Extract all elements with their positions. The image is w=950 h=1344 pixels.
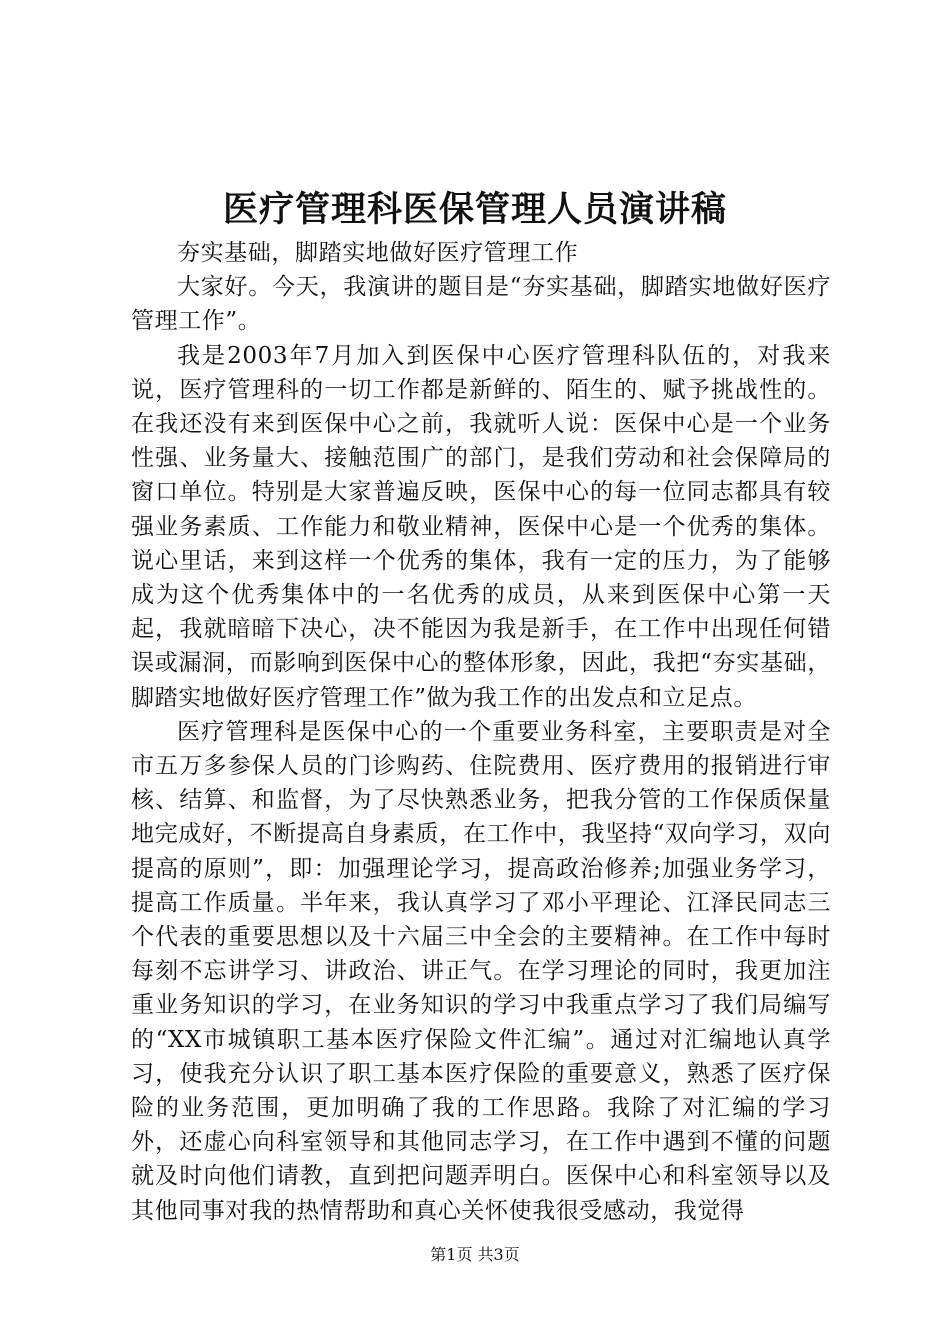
paragraph-subtitle: 夯实基础，脚踏实地做好医疗管理工作 bbox=[177, 240, 579, 266]
document-body bbox=[131, 236, 831, 1228]
page-number-footer: 第1页 共3页 bbox=[430, 1245, 520, 1264]
document-title: 医疗管理科医保管理人员演讲稿 bbox=[222, 189, 727, 230]
paragraph-duties: 医疗管理科是医保中心的一个重要业务科室，主要职责是对全市五万多参保人员的门诊购药、住院费用、医疗费用的报销进行审核、结算、和监督，为了尽快熟悉业务，把我分管的工作保质保量地完成好，不断提高自身素质，在工作中，我坚持“双向学习，双向提高的原则”，即：加强理论学习，提高政治修养;加强业务学习，提高工作质量。半年来，我认真学习了邓小平理论、江泽民同志三个代表的重要思想以及十六届三中全会的主要精神。在工作中每时每刻不忘讲学习、讲政治、讲正气。在学习理论的同时，我更加注重业务知识的学习，在业务知识的学习中我重点学习了我们局编写的“XX市城镇职工基本医疗保险文件汇编”。通过对汇编地认真学习，使我充分认识了职工基本医疗保险的重要意义，熟悉了医疗保险的业务范围，更加明确了我的工作思路。我除了对汇编的学习外，还虚心向科室领导和其他同志学习，在工作中遇到不懂的问题就及时向他们请教，直到把问题弄明白。医保中心和科室领导以及其他同事对我的热情帮助和真心关怀使我很受感动，我觉得 bbox=[131, 718, 831, 1224]
paragraph-greeting: 大家好。今天，我演讲的题目是“夯实基础，脚踏实地做好医疗管理工作”。 bbox=[131, 274, 831, 335]
paragraph-introduction: 我是2003年7月加入到医保中心医疗管理科队伍的，对我来说，医疗管理科的一切工作都是新鲜的、陌生的、赋予挑战性的。在我还没有来到医保中心之前，我就听人说：医保中心是一个业务性强、业务量大、接触范围广的部门，是我们劳动和社会保障局的窗口单位。特别是大家普遍反映，医保中心的每一位同志都具有较强业务素质、工作能力和敬业精神，医保中心是一个优秀的集体。说心里话，来到这样一个优秀的集体，我有一定的压力，为了能够成为这个优秀集体中的一名优秀的成员，从来到医保中心第一天起，我就暗暗下决心，决不能因为我是新手，在工作中出现任何错误或漏洞，而影响到医保中心的整体形象，因此，我把“夯实基础，脚踏实地做好医疗管理工作”做为我工作的出发点和立足点。 bbox=[131, 342, 831, 711]
